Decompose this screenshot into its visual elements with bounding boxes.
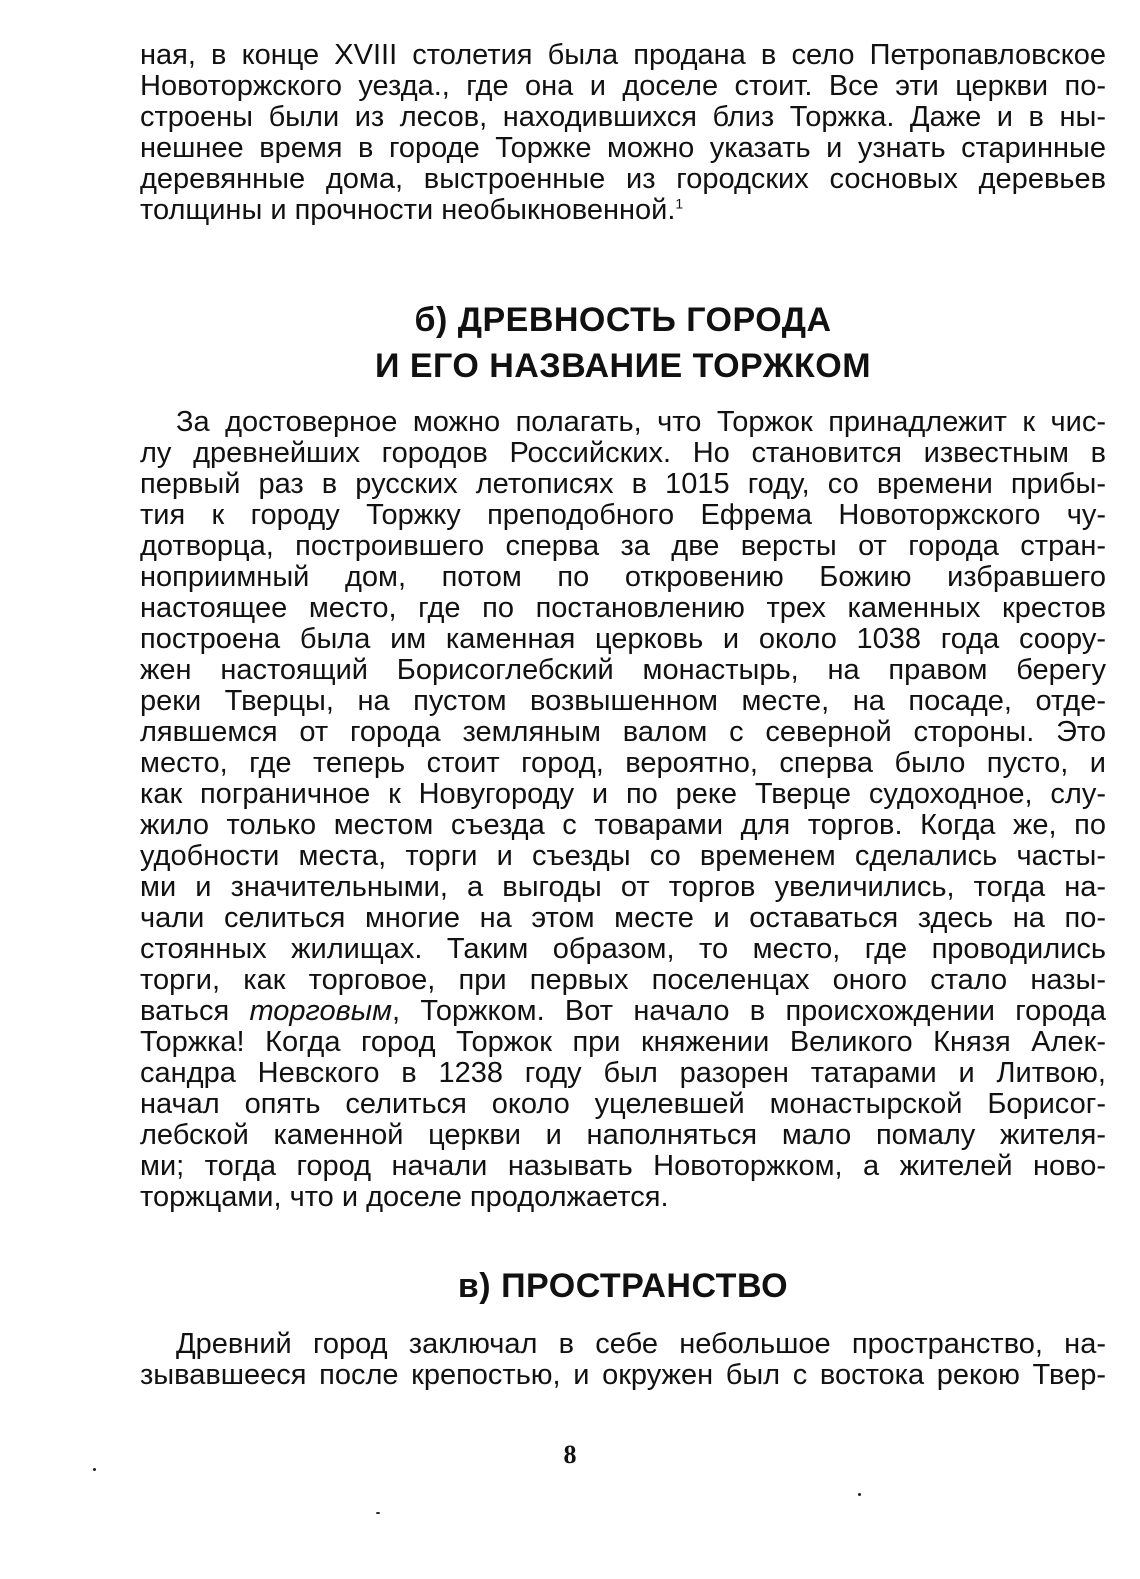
section-b-heading xyxy=(140,297,1106,389)
text-line: лу древнейших городов Российских. Но становится известным в xyxy=(140,438,1106,469)
text-line: первый раз в русских летописях в 1015 году, со времени прибы- xyxy=(140,469,1106,500)
text-line-content: толщины и прочности необыкновенной. xyxy=(140,195,676,226)
text-line: лявшемся от города земляным валом с северной стороны. Это xyxy=(140,717,1106,748)
text-line: деревянные дома, выстроенные из городских сосновых деревьев xyxy=(140,164,1106,195)
text-line: нешнее время в городе Торжке можно указать и узнать старинные xyxy=(140,133,1106,164)
text-line: построена была им каменная церковь и около 1038 года соору- xyxy=(140,624,1106,655)
section-b-heading-line1: б) ДРЕВНОСТЬ ГОРОДА xyxy=(414,301,832,339)
italic-term: торговым xyxy=(249,996,393,1027)
page-body xyxy=(140,40,1106,1391)
scan-speck xyxy=(376,1512,380,1514)
scan-speck xyxy=(858,1493,861,1496)
text-line: лебской каменной церкви и наполняться мало помалу жителя- xyxy=(140,1120,1106,1151)
text-line: Древний город заключал в себе небольшое пространство, на- xyxy=(176,1329,1106,1360)
page-number: 8 xyxy=(563,1440,577,1469)
text-line: ноприимный дом, потом по откровению Божию избравшего xyxy=(140,562,1106,593)
text-line: место, где теперь стоит город, вероятно, сперва было пусто, и xyxy=(140,748,1106,779)
text-line xyxy=(140,996,1106,1027)
text-line: удобности места, торги и съезды со временем сделались часты- xyxy=(140,841,1106,872)
text-line: стоянных жилищах. Таким образом, то место, где проводились xyxy=(140,934,1106,965)
scan-speck xyxy=(93,1468,96,1471)
text-line: жило только местом съезда с товарами для торгов. Когда же, по xyxy=(140,810,1106,841)
section-b-paragraph xyxy=(140,407,1106,1213)
text-line: За достоверное можно полагать, что Торжок принадлежит к чис- xyxy=(176,407,1106,438)
text-line: сандра Невского в 1238 году был разорен татарами и Литвою, xyxy=(140,1058,1106,1089)
section-v-heading: в) ПРОСТРАНСТВО xyxy=(457,1267,789,1305)
text-line: ми и значительными, а выгоды от торгов увеличились, тогда на- xyxy=(140,872,1106,903)
text-fragment: ваться xyxy=(140,996,250,1027)
section-b-heading-line2: И ЕГО НАЗВАНИЕ ТОРЖКОМ xyxy=(374,347,872,385)
text-line xyxy=(140,195,1106,226)
text-fragment: , Торжком. Вот начало в происхождении города xyxy=(392,996,1106,1027)
text-line: как пограничное к Новугороду и по реке Тверце судоходное, слу- xyxy=(140,779,1106,810)
footnote-marker: 1 xyxy=(675,195,684,212)
text-line: начал опять селиться около уцелевшей монастырской Борисог- xyxy=(140,1089,1106,1120)
text-line: ная, в конце XVIII столетия была продана в село Петропавловское xyxy=(140,40,1106,71)
text-line: зывавшееся после крепостью, и окружен был с востока рекою Твер- xyxy=(140,1360,1106,1391)
text-line: настоящее место, где по постановлению трех каменных крестов xyxy=(140,593,1106,624)
intro-paragraph xyxy=(140,40,1106,226)
text-line: ми; тогда город начали называть Новоторжком, а жителей ново- xyxy=(140,1151,1106,1182)
text-line: тия к городу Торжку преподобного Ефрема Новоторжского чу- xyxy=(140,500,1106,531)
text-line: реки Тверцы, на пустом возвышенном месте, на посаде, отде- xyxy=(140,686,1106,717)
text-line: Новоторжского уезда., где она и доселе стоит. Все эти церкви по- xyxy=(140,71,1106,102)
text-line: чали селиться многие на этом месте и оставаться здесь на по- xyxy=(140,903,1106,934)
text-line: строены были из лесов, находившихся близ Торжка. Даже и в ны- xyxy=(140,102,1106,133)
text-line: торжцами, что и доселе продолжается. xyxy=(140,1182,669,1213)
text-line: торги, как торговое, при первых поселенцах оного стало назы- xyxy=(140,965,1106,996)
section-v-paragraph xyxy=(140,1329,1106,1391)
text-line: жен настоящий Борисоглебский монастырь, на правом берегу xyxy=(140,655,1106,686)
text-line: Торжка! Когда город Торжок при княжении Великого Князя Алек- xyxy=(140,1027,1106,1058)
text-line: дотворца, построившего сперва за две версты от города стран- xyxy=(140,531,1106,562)
